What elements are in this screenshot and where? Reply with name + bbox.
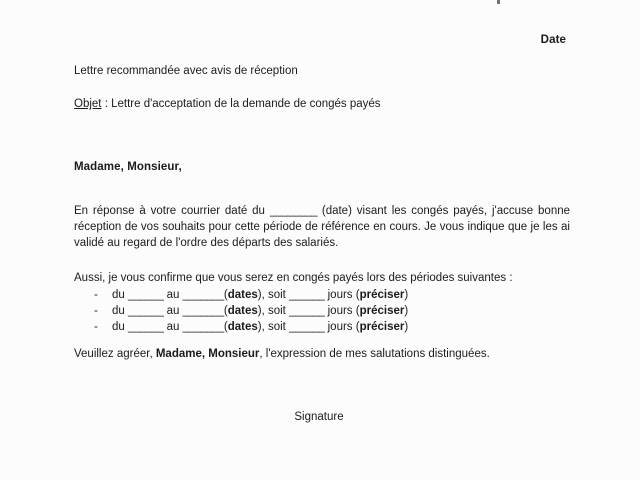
to-label: au xyxy=(163,321,183,333)
days-count-blank: ______ xyxy=(289,321,325,333)
close-paren: ) xyxy=(404,305,409,317)
days-label: jours ( xyxy=(324,321,360,333)
list-item xyxy=(74,303,504,319)
open-paren: ( xyxy=(223,305,228,317)
to-date-blank: _______ xyxy=(182,321,224,333)
to-date-blank: _______ xyxy=(182,305,224,317)
closing-line xyxy=(74,348,490,360)
from-date-blank: ______ xyxy=(128,321,164,333)
precise-label: préciser xyxy=(359,305,405,317)
from-label: du xyxy=(112,289,128,301)
open-paren: ( xyxy=(223,289,228,301)
precise-label: préciser xyxy=(359,321,405,333)
dates-label: dates xyxy=(227,305,258,317)
signature-placeholder xyxy=(0,411,640,423)
close-paren: ) xyxy=(404,321,409,333)
list-item xyxy=(74,287,504,303)
salutation: Madame, Monsieur, xyxy=(74,161,182,173)
subject-line xyxy=(74,98,381,110)
signature-label: Signature xyxy=(294,411,344,423)
periods-list xyxy=(74,287,504,335)
clipped-text-artifact xyxy=(497,0,500,4)
dates-label: dates xyxy=(227,321,258,333)
after-dates-text: ), soit xyxy=(257,321,290,333)
to-label: au xyxy=(163,289,183,301)
close-paren: ) xyxy=(404,289,409,301)
list-item xyxy=(74,319,504,335)
from-date-blank: ______ xyxy=(128,305,164,317)
confirmation-line: Aussi, je vous confirme que vous serez en congés payés lors des périodes suivantes : xyxy=(74,272,513,284)
subject-label: Objet xyxy=(74,98,102,110)
to-label: au xyxy=(163,305,183,317)
body-intro-part2: (date) visant les congés payés, j'accuse bonne réception de vos souhaits pour cette période de référence en cours. Je vous indique que je les ai validé au regard de l'ordre des départs des salariés. xyxy=(74,205,570,249)
to-date-blank: _______ xyxy=(182,289,224,301)
list-bullet: - xyxy=(94,305,98,317)
closing-recipient: Madame, Monsieur xyxy=(155,348,260,360)
from-date-blank: ______ xyxy=(128,289,164,301)
subject-separator: : xyxy=(101,98,112,110)
after-dates-text: ), soit xyxy=(257,289,290,301)
list-bullet: - xyxy=(94,289,98,301)
date-placeholder: Date xyxy=(540,34,566,46)
days-count-blank: ______ xyxy=(289,289,325,301)
body-intro-part1: En réponse à votre courrier daté du xyxy=(74,205,270,217)
dates-label: dates xyxy=(227,289,258,301)
body-paragraph xyxy=(74,203,570,251)
days-count-blank: ______ xyxy=(289,305,325,317)
days-label: jours ( xyxy=(324,305,360,317)
from-label: du xyxy=(112,305,128,317)
subject-text: Lettre d'acceptation de la demande de congés payés xyxy=(111,98,381,110)
open-paren: ( xyxy=(223,321,228,333)
date-blank-field: ________ xyxy=(269,205,317,217)
precise-label: préciser xyxy=(359,289,405,301)
closing-part2: , l'expression de mes salutations distinguées. xyxy=(259,348,490,360)
after-dates-text: ), soit xyxy=(257,305,290,317)
closing-part1: Veuillez agréer, xyxy=(74,348,156,360)
from-label: du xyxy=(112,321,128,333)
list-bullet: - xyxy=(94,321,98,333)
days-label: jours ( xyxy=(324,289,360,301)
delivery-note: Lettre recommandée avec avis de réception xyxy=(74,65,298,77)
